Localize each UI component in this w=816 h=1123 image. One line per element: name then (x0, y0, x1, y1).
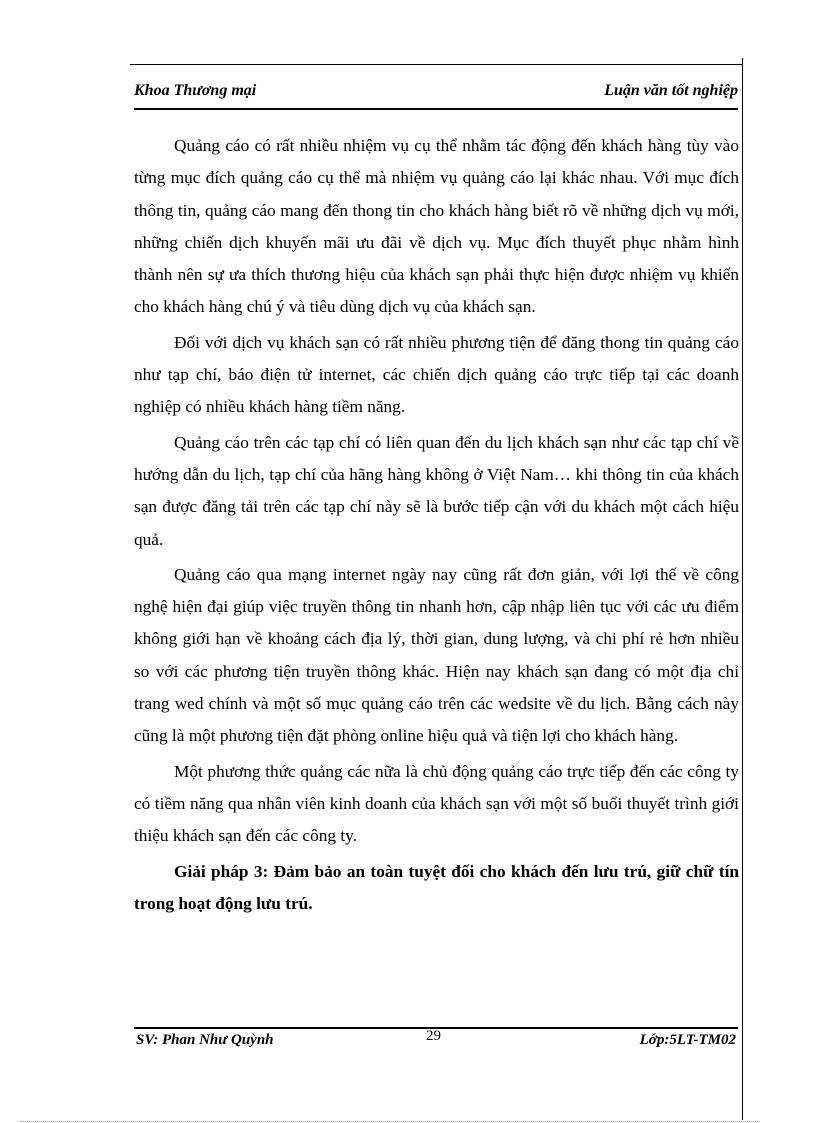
page-border-right (742, 58, 743, 1120)
header-divider (134, 108, 738, 110)
document-body (134, 130, 739, 923)
footer-class-code: Lớp:5LT-TM02 (639, 1032, 736, 1048)
solution-heading: Giải pháp 3: Đảm bảo an toàn tuyệt đối cho khách đến lưu trú, giữ chữ tín trong hoạt động lưu trú. (134, 861, 739, 913)
page-edge-dotted-line (20, 1121, 760, 1122)
page-number: 29 (426, 1028, 441, 1044)
paragraph-advertising-media: Đối với dịch vụ khách sạn có rất nhiều phương tiện để đăng thong tin quảng cáo như tạp chí, báo điện tử internet, các chiến dịch quảng cáo trực tiếp tại các doanh nghiệp có nhiều khách hàng tiềm năng. (134, 332, 739, 417)
paragraph-direct-advertising: Một phương thức quảng các nữa là chủ động quảng cáo trực tiếp đến các công ty có tiềm năng qua nhân viên kinh doanh của khách sạn với một số buổi thuyết trình giới thiệu khách sạn đến các công ty. (134, 761, 739, 846)
page-border-top (130, 64, 742, 65)
paragraph-magazine-advertising: Quảng cáo trên các tạp chí có liên quan đến du lịch khách sạn như các tạp chí về hướng dẫn du lịch, tạp chí của hãng hàng không ở Việt Nam… khi thông tin của khách sạn được đăng tải trên các tạp chí này sẽ là bước tiếp cận với du khách một cách hiệu quả. (134, 432, 739, 549)
paragraph-internet-advertising: Quảng cáo qua mạng internet ngày nay cũng rất đơn giản, với lợi thế về công nghệ hiện đại giúp việc truyền thông tin nhanh hơn, cập nhập liên tục với các ưu điểm không giới hạn về khoảng cách địa lý, thời gian, dung lượng, và chi phí rẻ hơn nhiều so với các phương tiện truyền thông khác. Hiện nay khách sạn đang có một địa chỉ trang wed chính và một số mục quảng cáo trên các wedsite về du lịch. Bằng cách này cũng là một phương tiện đặt phòng online hiệu quả và tiện lợi cho khách hàng. (134, 564, 739, 746)
page-header (134, 82, 738, 106)
header-document-type: Luận văn tốt nghiệp (604, 82, 738, 99)
footer-student-name: SV: Phan Như Quỳnh (136, 1032, 274, 1048)
page-footer (134, 1030, 738, 1054)
paragraph-advertising-tasks: Quảng cáo có rất nhiều nhiệm vụ cụ thể nhằm tác động đến khách hàng tùy vào từng mục đích quảng cáo cụ thể mà nhiệm vụ quảng cáo lại khác nhau. Với mục đích thông tin, quảng cáo mang đến thong tin cho khách hàng biết rõ về những dịch vụ mới, những chiến dịch khuyến mãi ưu đãi về dịch vụ. Mục đích thuyết phục nhằm hình thành nên sự ưa thích thương hiệu của khách sạn phải thực hiện được nhiệm vụ khiến cho khách hàng chú ý và tiêu dùng dịch vụ của khách sạn. (134, 136, 739, 317)
header-faculty: Khoa Thương mại (134, 82, 257, 99)
